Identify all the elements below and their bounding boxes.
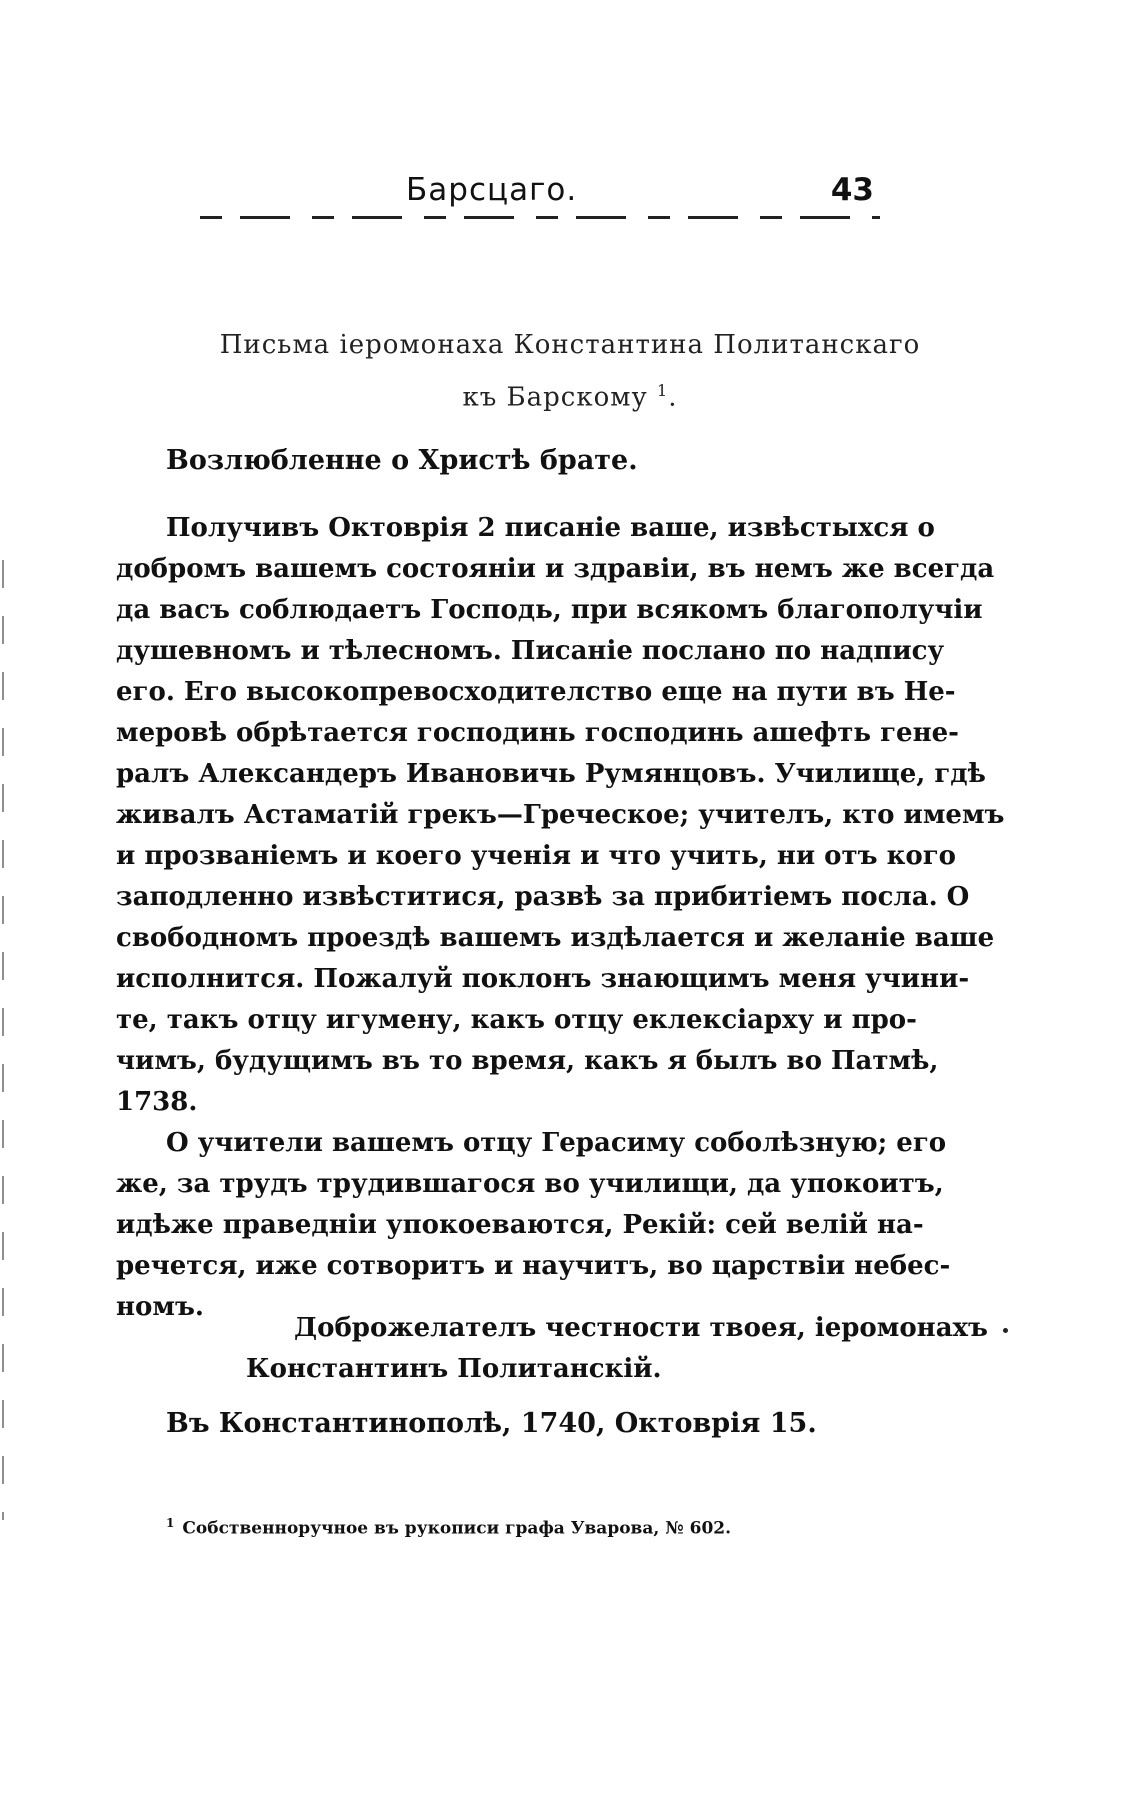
place-and-date: Въ Константинополѣ, 1740, Октоврія 15. <box>166 1408 817 1439</box>
body-line: О учители вашемъ отцу Герасиму соболѣзную; его <box>166 1128 947 1158</box>
body-line: те, такъ отцу игумену, какъ отцу еклексіарху и про- <box>116 1005 917 1035</box>
body-line: и прозваніемъ и коего ученія и что учить, ни отъ кого <box>116 841 957 871</box>
body-line: добромъ вашемъ состояніи и здравіи, въ немъ же всегда <box>116 554 995 584</box>
letter-title-line-1: Письма іеромонаха Константина Политанскаго <box>219 330 921 360</box>
footnote-text: Собственноручное въ рукописи графа Уварова, № 602. <box>182 1518 732 1539</box>
letter-title-addressee: къ Барскому <box>462 382 648 413</box>
body-line: заподленно извѣститися, развѣ за прибитіемъ посла. О <box>116 882 970 912</box>
body-line: чимъ, будущимъ въ то время, какъ я былъ во Патмѣ, <box>116 1046 939 1076</box>
body-line-year: 1738. <box>116 1087 198 1117</box>
footnote-reference: 1 <box>657 381 669 400</box>
body-line: его. Его высокопревосходителство еще на пути въ Не- <box>116 677 956 707</box>
title-period: . <box>668 382 678 413</box>
body-line: душевномъ и тѣлесномъ. Писаніе послано по надпису <box>116 636 945 666</box>
body-line: речется, иже сотворитъ и научитъ, во царствіи небес- <box>116 1251 951 1281</box>
body-line: ралъ Александеръ Ивановичь Румянцовъ. Училище, гдѣ <box>116 759 986 789</box>
body-line: идѣже праведніи упокоеваются, Рекій: сей велій на- <box>116 1210 924 1240</box>
letter-title <box>120 322 1020 421</box>
ink-speck <box>1003 1328 1008 1333</box>
signature-line-1: Доброжелателъ честности твоея, іеромонахъ <box>294 1313 989 1343</box>
body-line: да васъ соблюдаетъ Господь, при всякомъ благополучіи <box>116 595 983 625</box>
footnote-mark: 1 <box>166 1516 175 1530</box>
signature-line-2: Константинъ Политанскій. <box>246 1354 662 1384</box>
body-line: Получивъ Октоврія 2 писаніе ваше, извѣстыхся о <box>166 513 935 543</box>
page-number: 43 <box>830 172 874 208</box>
body-line: свободномъ проездѣ вашемъ издѣлается и желаніе ваше <box>116 923 995 953</box>
salutation: Возлюбленне о Христѣ брате. <box>166 445 638 476</box>
body-line-last: номъ. <box>116 1292 204 1322</box>
header-rule <box>200 216 880 219</box>
letter-title-line-2 <box>120 368 1020 421</box>
body-line: же, за трудъ трудившагося во училищи, да упокоитъ, <box>116 1169 944 1199</box>
body-line: исполнится. Пожалуй поклонъ знающимъ меня учини- <box>116 964 970 994</box>
body-line: меровѣ обрѣтается господинь господинь ашефть гене- <box>116 718 959 748</box>
body-line: живалъ Астаматій грекъ—Греческое; учителъ, кто имемъ <box>116 800 1005 830</box>
page-edge-shadow <box>2 560 4 1520</box>
running-title: Барсцаго. <box>406 172 578 208</box>
footnote <box>166 1516 731 1539</box>
running-head <box>200 172 880 216</box>
